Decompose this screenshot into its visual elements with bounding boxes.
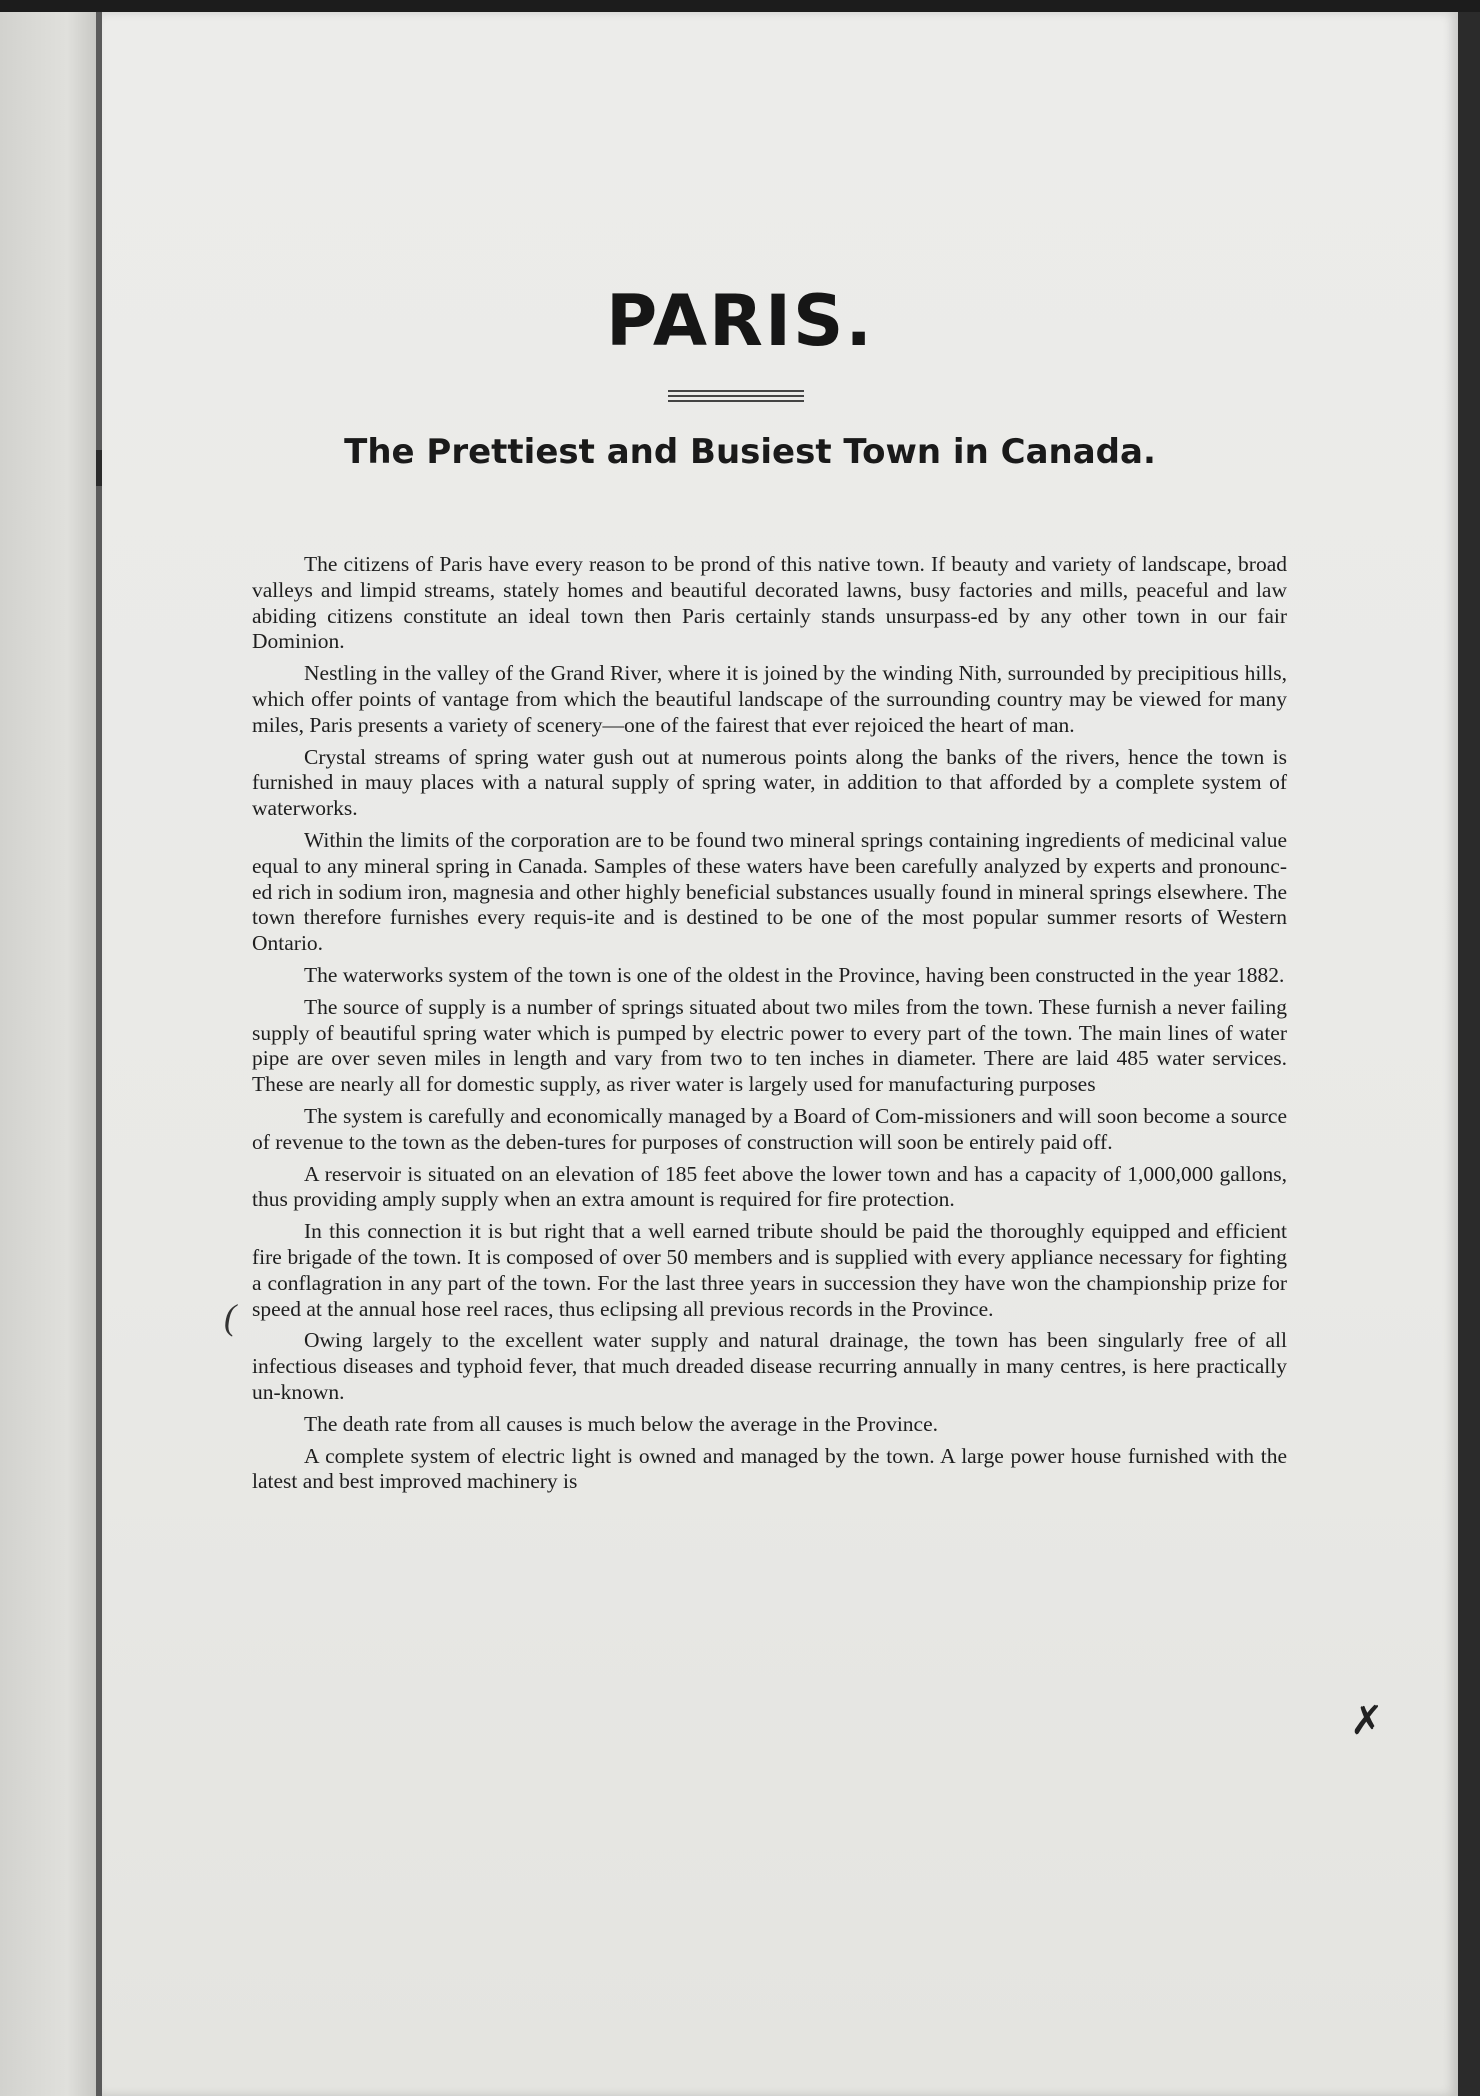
paragraph-intro: The citizens of Paris have every reason to be prond of this native town. If beauty and variety of landscape, broad valleys and limpid streams, stately homes and beautiful decorated lawns, busy factories and mills, peaceful and law abiding citizens constitute an ideal town then Paris certainly stands unsurpass-ed by any other town in our fair Dominion. bbox=[252, 552, 1287, 654]
paragraph-waterworks: The waterworks system of the town is one of the oldest in the Province, having been constructed in the year 1882. bbox=[304, 962, 1285, 987]
title-rule-bottom bbox=[668, 400, 804, 402]
paragraph-reservoir: A reservoir is situated on an elevation of 185 feet above the lower town and has a capacity of 1,000,000 gallons, thus providing amply supply when an extra amount is required for fire protection. bbox=[252, 1161, 1287, 1212]
paragraph-supply: The source of supply is a number of springs situated about two miles from the town. These furnish a never failing supply of beautiful spring water which is pumped by electric power to every part of the town. The main lines of water pipe are over seven miles in length and vary from two to ten inches in diameter. There are laid 485 water services. These are nearly all for domestic supply, as river water is largely used for manufacturing purposes bbox=[252, 994, 1287, 1097]
scan-top-edge bbox=[0, 0, 1480, 12]
paragraph-springs: Crystal streams of spring water gush out at numerous points along the banks of the rivers, hence the town is furnished in mauy places with a natural supply of spring water, in addition to that afforded by a complete system of waterworks. bbox=[252, 744, 1287, 821]
page-title: PARIS. bbox=[605, 280, 874, 362]
page-subtitle: The Prettiest and Busiest Town in Canada. bbox=[344, 432, 1156, 472]
margin-annotation-paren: ( bbox=[224, 1297, 236, 1337]
paragraph-mineral-springs: Within the limits of the corporation are to be found two mineral springs containing ingredients of medicinal value equal to any mineral spring in Canada. Samples of these waters have been carefully analyzed by experts and pronounc-ed rich in sodium iron, magnesia and other highly beneficial substances usually found in mineral springs elsewhere. The town therefore furnishes every requis-ite and is destined to be one of the most popular summer resorts of Western Ontario. bbox=[252, 827, 1287, 956]
title-rule-top bbox=[668, 390, 804, 392]
paragraph-health: Owing largely to the excellent water supply and natural drainage, the town has been singularly free of all infectious diseases and typhoid fever, that much dreaded disease recurring annually in many centres, is here practically un-known. bbox=[252, 1328, 1287, 1404]
paragraph-valley: Nestling in the valley of the Grand River, where it is joined by the winding Nith, surrounded by precipitious hills, which offer points of vantage from which the beautiful landscape of the surrounding country may be viewed for many miles, Paris presents a variety of scenery—one of the fairest that ever rejoiced the heart of man. bbox=[252, 661, 1287, 737]
paragraph-commissioners: The system is carefully and economically managed by a Board of Com-missioners and will soon become a source of revenue to the town as the deben-tures for purposes of construction will soon be entirely paid off. bbox=[252, 1103, 1287, 1154]
paragraph-death-rate: The death rate from all causes is much below the average in the Province. bbox=[304, 1411, 939, 1436]
paragraph-fire-brigade: In this connection it is but right that a well earned tribute should be paid the thoroughly equipped and efficient fire brigade of the town. It is composed of over 50 members and is supplied with every appliance necessary for fighting a conflagration in any part of the town. For the last three years in succession they have won the championship prize for speed at the annual hose reel races, thus eclipsing all previous records in the Province. bbox=[252, 1219, 1287, 1321]
title-rule-middle bbox=[668, 395, 804, 397]
paragraph-electric-light: A complete system of electric light is owned and managed by the town. A large power house furnished with the latest and best improved machinery is bbox=[252, 1443, 1287, 1494]
margin-annotation-x: ✗ bbox=[1350, 1698, 1384, 1744]
article-body bbox=[252, 552, 1287, 1501]
